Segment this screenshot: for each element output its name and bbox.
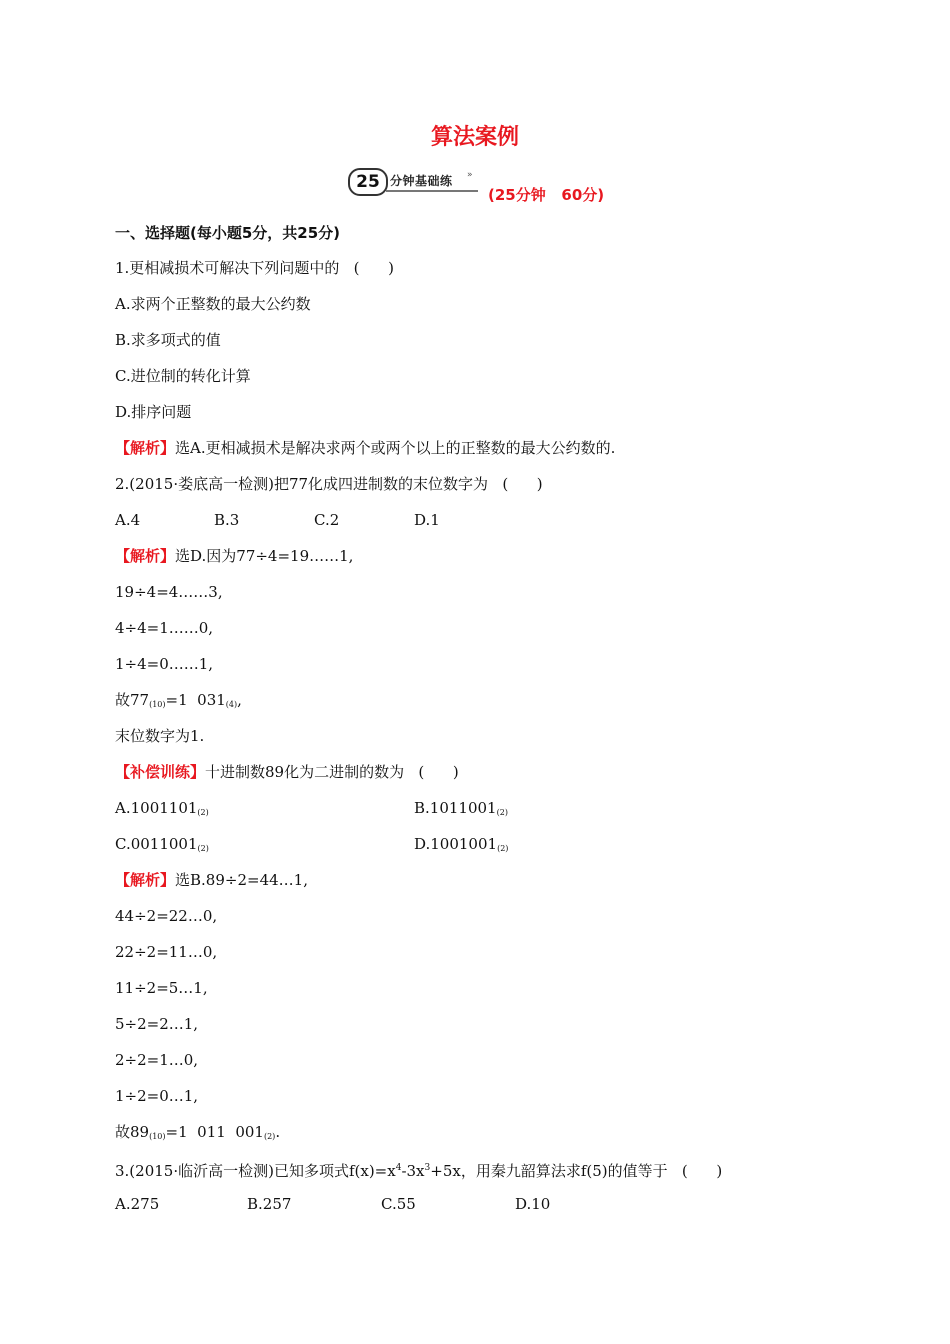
supplementary-step: 11÷2=5…1,: [115, 979, 208, 997]
exponent: 3: [424, 1163, 431, 1173]
question-3-option-b: B.257: [247, 1195, 292, 1213]
base-subscript: (2): [496, 808, 508, 817]
stem-part: 3.(2015·临沂高一检测)已知多项式f(x)=x: [115, 1162, 396, 1180]
practice-banner: [346, 168, 480, 194]
question-1-option-a: A.求两个正整数的最大公约数: [115, 295, 311, 313]
supplementary-tag: 【补偿训练】: [115, 763, 206, 781]
stem-part: -3x: [401, 1162, 425, 1180]
supplementary-option-c: [115, 834, 209, 859]
option-text: A.1001101: [115, 799, 198, 817]
supplementary-step: 22÷2=11…0,: [115, 943, 218, 961]
question-2-step: 1÷4=0……1,: [115, 655, 214, 673]
question-2-final: 末位数字为1.: [115, 727, 205, 745]
supplementary-text: 十进制数89化为二进制的数为 ( ): [205, 763, 459, 781]
base-subscript: (10): [149, 1132, 166, 1141]
page-title: 算法案例: [430, 125, 519, 150]
supplementary-option-d: [414, 834, 508, 859]
analysis-text: 选D.因为77÷4=19……1,: [175, 547, 354, 565]
base-subscript: (2): [263, 1132, 276, 1141]
supplementary-step: 2÷2=1…0,: [115, 1051, 199, 1069]
question-2-step: 4÷4=1……0,: [115, 619, 214, 637]
supplementary-step: 1÷2=0…1,: [115, 1087, 199, 1105]
question-2-result: [115, 690, 242, 715]
result-value: =1 031: [165, 691, 226, 709]
question-3-option-d: D.10: [515, 1195, 551, 1213]
supplementary-analysis: [115, 870, 308, 890]
question-3-option-a: A.275: [115, 1195, 160, 1213]
question-2-option-a: A.4: [115, 511, 141, 529]
option-text: B.1011001: [414, 799, 497, 817]
supplementary-option-a: [115, 798, 209, 823]
base-subscript: (2): [197, 808, 209, 817]
minutes-badge: 25: [348, 168, 388, 196]
supplementary-step: 44÷2=22…0,: [115, 907, 218, 925]
question-1-stem: 1.更相减损术可解决下列问题中的 ( ): [115, 259, 394, 277]
supplementary-stem: [115, 762, 459, 782]
question-2-option-b: B.3: [214, 511, 240, 529]
question-2-step: 19÷4=4……3,: [115, 583, 223, 601]
base-subscript: (2): [497, 844, 509, 853]
analysis-text: 选A.更相减损术是解决求两个或两个以上的正整数的最大公约数的.: [175, 439, 616, 457]
option-text: D.1001001: [414, 835, 498, 853]
question-2-option-c: C.2: [314, 511, 340, 529]
result-prefix: 故89: [115, 1123, 150, 1141]
double-arrow-icon: »: [467, 170, 473, 180]
question-1-option-b: B.求多项式的值: [115, 331, 221, 349]
analysis-text: 选B.89÷2=44…1,: [175, 871, 308, 889]
option-text: C.0011001: [115, 835, 198, 853]
question-3-option-c: C.55: [381, 1195, 416, 1213]
section-heading: 一、选择题(每小题5分，共25分): [115, 224, 341, 242]
question-1-option-c: C.进位制的转化计算: [115, 367, 251, 385]
question-2-stem: 2.(2015·娄底高一检测)把77化成四进制数的末位数字为 ( ): [115, 475, 543, 493]
result-suffix: ,: [237, 691, 242, 709]
question-1-analysis: [115, 438, 615, 458]
supplementary-result: [115, 1122, 280, 1147]
banner-underline: [386, 190, 478, 192]
supplementary-step: 5÷2=2…1,: [115, 1015, 199, 1033]
analysis-tag: 【解析】: [115, 547, 176, 565]
result-suffix: .: [275, 1123, 281, 1141]
analysis-tag: 【解析】: [115, 439, 176, 457]
base-subscript: (4): [225, 700, 238, 709]
supplementary-option-b: [414, 798, 508, 823]
question-2-analysis: [115, 546, 353, 566]
result-value: =1 011 001: [165, 1123, 264, 1141]
time-score-note: (25分钟 60分): [488, 186, 605, 204]
exponent: 4: [395, 1163, 402, 1173]
base-subscript: (2): [197, 844, 209, 853]
question-3-stem: [115, 1158, 722, 1181]
banner-label: 分钟基础练: [390, 174, 453, 188]
question-2-option-d: D.1: [414, 511, 440, 529]
analysis-tag: 【解析】: [115, 871, 176, 889]
stem-part: +5x，用秦九韶算法求f(5)的值等于 ( ): [430, 1162, 723, 1180]
base-subscript: (10): [149, 700, 166, 709]
question-1-option-d: D.排序问题: [115, 403, 192, 421]
result-prefix: 故77: [115, 691, 150, 709]
